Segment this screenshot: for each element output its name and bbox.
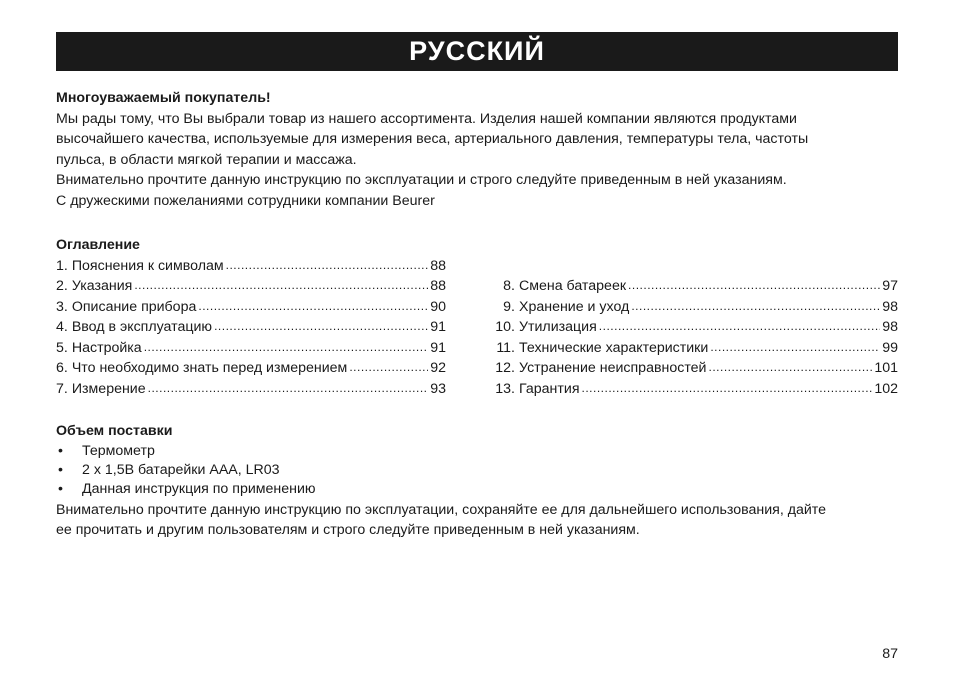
toc-entry-page: 99	[882, 339, 898, 356]
toc-entry-page: 88	[430, 257, 446, 274]
toc-entry-label: Ввод в эксплуатацию	[71, 319, 213, 335]
intro-line-3: пульса, в области мягкой терапии и массажа.	[56, 151, 357, 168]
toc-leader-dots	[628, 275, 880, 296]
toc-entry[interactable]	[490, 276, 898, 297]
toc-entry[interactable]	[490, 317, 898, 338]
greeting-section	[56, 88, 898, 211]
toc-leader-dots	[349, 357, 428, 378]
toc-entry-page: 98	[882, 298, 898, 315]
toc-entry-page: 93	[430, 380, 446, 397]
language-header-bar	[56, 32, 898, 71]
bullet-icon: •	[58, 480, 63, 497]
toc-entry-label: Смена батареек	[519, 278, 627, 294]
toc-entry[interactable]	[490, 297, 898, 318]
toc-entry-label: Измерение	[71, 380, 146, 397]
bullet-icon: •	[58, 461, 63, 478]
toc-entry-number: 7.	[56, 380, 68, 397]
toc-entry[interactable]	[56, 256, 446, 277]
toc-entry-page: 101	[874, 360, 898, 376]
toc-entry-number: 5.	[56, 339, 68, 356]
toc-entry-label: Устранение неисправностей	[519, 360, 707, 376]
toc-leader-dots	[226, 255, 429, 276]
toc-entry-number: 10.	[495, 319, 515, 335]
toc-entry-label: Описание прибора	[71, 298, 197, 315]
toc-entry-number: 2.	[56, 278, 68, 294]
toc-entry-number: 12.	[495, 360, 515, 376]
toc-entry[interactable]	[56, 379, 446, 400]
toc-entry-page: 91	[430, 339, 446, 356]
toc-entry-page: 97	[882, 278, 898, 294]
toc-heading: Оглавление	[56, 237, 140, 253]
toc-entry-page: 98	[882, 319, 898, 335]
toc-entry-page: 88	[430, 278, 446, 294]
intro-line-4: Внимательно прочтите данную инструкцию по эксплуатации и строго следуйте приведенным в ней указаниям.	[56, 172, 787, 188]
toc-entry-label: Технические характеристики	[519, 339, 709, 356]
toc-entry[interactable]	[56, 317, 446, 338]
toc-entry[interactable]	[490, 379, 898, 400]
toc-entry-number: 11.	[496, 339, 515, 356]
toc-entry-label: Хранение и уход	[519, 298, 630, 315]
list-item-text: Данная инструкция по применению	[82, 480, 316, 497]
page-title: РУССКИЙ	[409, 36, 545, 66]
toc-entry-page: 92	[430, 360, 446, 376]
toc-leader-dots	[710, 337, 880, 358]
list-item	[56, 480, 898, 499]
table-of-contents	[56, 256, 898, 400]
closing-line-1: Внимательно прочтите данную инструкцию по эксплуатации, сохраняйте ее для дальнейшего использования, дайте	[56, 501, 827, 518]
toc-entry-page: 102	[874, 380, 898, 397]
toc-entry-number: 8.	[503, 278, 515, 294]
toc-entry-number: 4.	[56, 319, 68, 335]
toc-entry-number: 9.	[503, 298, 515, 315]
intro-line-1: Мы рады тому, что Вы выбрали товар из нашего ассортимента. Изделия нашей компании являются продуктами	[56, 110, 797, 127]
page-number: 87	[882, 646, 898, 662]
toc-entry[interactable]	[56, 297, 446, 318]
toc-leader-dots	[134, 275, 428, 296]
toc-leader-dots	[631, 296, 880, 317]
toc-entry-label: Настройка	[71, 339, 142, 356]
toc-entry[interactable]	[56, 338, 446, 359]
closing-line-2: ее прочитать и другим пользователям и строго следуйте приведенным в ней указаниям.	[56, 522, 640, 538]
toc-entry[interactable]	[56, 276, 446, 297]
toc-entry-label: Указания	[71, 278, 133, 294]
toc-entry-number: 1.	[56, 257, 68, 274]
intro-line-2: высочайшего качества, используемые для измерения веса, артериального давления, температуры тела, частоты	[56, 131, 809, 147]
document-body	[56, 88, 898, 541]
toc-leader-dots	[599, 316, 880, 337]
supply-list	[56, 442, 898, 499]
toc-right-column	[490, 276, 898, 399]
toc-entry-label: Утилизация	[519, 319, 597, 335]
toc-entry-label: Что необходимо знать перед измерением	[71, 360, 348, 376]
toc-leader-dots	[144, 337, 429, 358]
toc-entry-number: 3.	[56, 298, 68, 315]
toc-entry[interactable]	[490, 358, 898, 379]
toc-entry-label: Пояснения к символам	[71, 257, 224, 274]
toc-entry-page: 91	[430, 319, 446, 335]
toc-entry-number: 13.	[495, 380, 515, 397]
toc-leader-dots	[148, 378, 429, 399]
list-item	[56, 442, 898, 461]
toc-entry-number: 6.	[56, 360, 68, 376]
toc-leader-dots	[214, 316, 428, 337]
list-item-text: 2 x 1,5В батарейки AAA, LR03	[82, 461, 280, 478]
signature: С дружескими пожеланиями сотрудники компании Beurer	[56, 192, 435, 209]
toc-entry-page: 90	[430, 298, 446, 315]
list-item	[56, 461, 898, 480]
toc-leader-dots	[198, 296, 428, 317]
bullet-icon: •	[58, 442, 63, 459]
toc-entry[interactable]	[490, 338, 898, 359]
list-item-text: Термометр	[82, 442, 155, 459]
toc-leader-dots	[708, 357, 872, 378]
supply-heading: Объем поставки	[56, 423, 173, 439]
toc-left-column	[56, 256, 446, 400]
toc-leader-dots	[582, 378, 873, 399]
salutation: Многоуважаемый покупатель!	[56, 90, 271, 106]
toc-entry-label: Гарантия	[519, 380, 580, 397]
toc-entry[interactable]	[56, 358, 446, 379]
